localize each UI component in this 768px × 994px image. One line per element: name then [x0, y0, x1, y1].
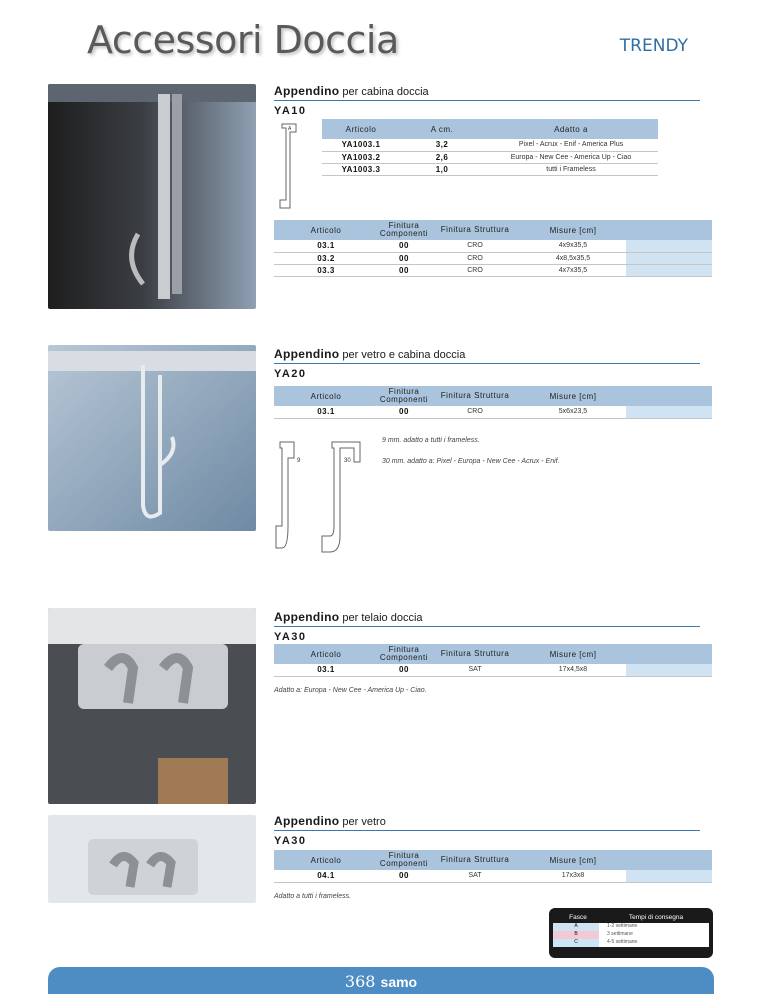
- legend-row: [553, 931, 709, 939]
- note-compatible: Adatto a tutti i frameless.: [274, 893, 352, 900]
- table-ya10-articles: [274, 220, 712, 277]
- brand-line: TRENDY: [619, 36, 688, 56]
- table-row: [274, 240, 712, 252]
- cell: YA1003.2: [322, 151, 400, 163]
- section-heading: [274, 84, 700, 101]
- col-header: A cm.: [400, 119, 484, 139]
- legend-time: 4-5 settimane: [599, 939, 709, 947]
- cell: 17x3x8: [520, 870, 626, 882]
- page-title: Accessori Doccia: [87, 18, 399, 62]
- col-header: Articolo: [274, 220, 378, 240]
- section-ya20: [274, 347, 700, 380]
- cell: 00: [378, 264, 430, 276]
- product-code: YA10: [274, 105, 307, 117]
- product-name: Appendino: [274, 814, 340, 828]
- cell: CRO: [430, 406, 520, 418]
- cell: 03.1: [274, 406, 378, 418]
- band-cell: [626, 264, 712, 276]
- footer-bar: [48, 967, 714, 994]
- band-cell: [626, 870, 712, 882]
- legend-header-bands: Fasce: [569, 913, 587, 921]
- product-code: YA30: [274, 835, 307, 847]
- cell: 03.1: [274, 240, 378, 252]
- cell: 03.3: [274, 264, 378, 276]
- cell: 04.1: [274, 870, 378, 882]
- col-header: Finitura Struttura: [430, 386, 520, 406]
- cell: 2,6: [400, 151, 484, 163]
- cell: 3,2: [400, 139, 484, 151]
- note-frameless: 9 mm. adatto a tutti i frameless.: [382, 437, 480, 444]
- note-compatible: 30 mm. adatto a: Pixel - Europa - New Cee - Acrux - Enif.: [382, 458, 560, 465]
- col-header: Finitura Componenti: [379, 851, 429, 868]
- col-header: Finitura Struttura: [430, 850, 520, 870]
- drawing-label-9: 9: [297, 458, 301, 464]
- legend-time: 3 settimane: [599, 931, 709, 939]
- table-ya30-vetro-articles: [274, 850, 712, 883]
- product-desc: per vetro: [342, 816, 386, 828]
- product-photo-ya10: [48, 84, 256, 309]
- table-row: [274, 870, 712, 882]
- table-row: [322, 139, 658, 151]
- col-header: Articolo: [322, 119, 400, 139]
- legend-header-times: Tempi di consegna: [628, 913, 684, 921]
- product-code: YA30: [274, 631, 307, 643]
- footer-brand: samo: [380, 974, 418, 990]
- product-name: Appendino: [274, 610, 340, 624]
- cell: YA1003.1: [322, 139, 400, 151]
- cell: 00: [378, 240, 430, 252]
- band-cell: [626, 240, 712, 252]
- col-header: Misure [cm]: [520, 850, 626, 870]
- drawing-label-30: 30: [344, 458, 351, 464]
- product-name: Appendino: [274, 84, 340, 98]
- band-cell: [626, 252, 712, 264]
- cell: 00: [378, 870, 430, 882]
- product-name: Appendino: [274, 347, 340, 361]
- product-desc: per vetro e cabina doccia: [342, 349, 466, 361]
- section-heading: [274, 610, 700, 627]
- table-row: [322, 151, 658, 163]
- cell: Europa - New Cee - America Up - Ciao: [484, 151, 658, 163]
- product-photo-ya30-telaio: [48, 608, 256, 804]
- cell: SAT: [430, 664, 520, 676]
- drawing-label-a: A: [288, 126, 292, 132]
- cell: 4x7x35,5: [520, 264, 626, 276]
- legend-row: [553, 923, 709, 931]
- legend-row: [553, 939, 709, 947]
- legend-band: C: [553, 939, 599, 947]
- delivery-legend: [549, 908, 713, 958]
- col-header: Finitura Struttura: [430, 220, 520, 240]
- table-ya10-fit: [322, 119, 658, 176]
- product-photo-ya20: [48, 345, 256, 531]
- page-number: 368: [344, 972, 376, 991]
- cell: 5x6x23,5: [520, 406, 626, 418]
- table-row: [274, 252, 712, 264]
- col-header: Misure [cm]: [520, 220, 626, 240]
- cell: 1,0: [400, 163, 484, 175]
- col-header: Adatto a: [484, 119, 658, 139]
- product-desc: per cabina doccia: [342, 86, 429, 98]
- cell: 4x8,5x35,5: [520, 252, 626, 264]
- table-ya30-telaio-articles: [274, 644, 712, 677]
- band-cell: [626, 406, 712, 418]
- table-row: [274, 664, 712, 676]
- table-row: [274, 264, 712, 276]
- cell: CRO: [430, 240, 520, 252]
- cell: 03.2: [274, 252, 378, 264]
- hook-drawing-ya20: [270, 436, 370, 560]
- cell: CRO: [430, 264, 520, 276]
- cell: 03.1: [274, 664, 378, 676]
- section-heading: [274, 347, 700, 364]
- product-code: YA20: [274, 368, 307, 380]
- cell: 00: [378, 664, 430, 676]
- product-desc: per telaio doccia: [342, 612, 423, 624]
- hook-drawing: [276, 118, 306, 218]
- col-header: Articolo: [274, 850, 378, 870]
- cell: tutti i Frameless: [484, 163, 658, 175]
- band-cell: [626, 664, 712, 676]
- col-header: Finitura Struttura: [430, 644, 520, 664]
- col-header: Finitura Componenti: [379, 221, 429, 238]
- product-photo-ya30-vetro: [48, 815, 256, 903]
- cell: SAT: [430, 870, 520, 882]
- legend-time: 1-2 settimane: [599, 923, 709, 931]
- section-ya10: [274, 84, 700, 117]
- col-header: Articolo: [274, 386, 378, 406]
- cell: 17x4,5x8: [520, 664, 626, 676]
- cell: 4x9x35,5: [520, 240, 626, 252]
- legend-band: B: [553, 931, 599, 939]
- table-row: [274, 406, 712, 418]
- section-ya30-telaio: [274, 610, 700, 643]
- legend-band: A: [553, 923, 599, 931]
- table-ya20-articles: [274, 386, 712, 419]
- col-header: Finitura Componenti: [379, 387, 429, 404]
- col-header: Misure [cm]: [520, 644, 626, 664]
- col-header: Misure [cm]: [520, 386, 626, 406]
- section-ya30-vetro: [274, 814, 700, 847]
- col-header: Articolo: [274, 644, 378, 664]
- section-heading: [274, 814, 700, 831]
- cell: Pixel - Acrux - Enif - America Plus: [484, 139, 658, 151]
- table-row: [322, 163, 658, 175]
- cell: CRO: [430, 252, 520, 264]
- col-header: Finitura Componenti: [379, 645, 429, 662]
- cell: 00: [378, 406, 430, 418]
- cell: 00: [378, 252, 430, 264]
- note-compatible: Adatto a: Europa - New Cee - America Up - Ciao.: [274, 687, 427, 694]
- cell: YA1003.3: [322, 163, 400, 175]
